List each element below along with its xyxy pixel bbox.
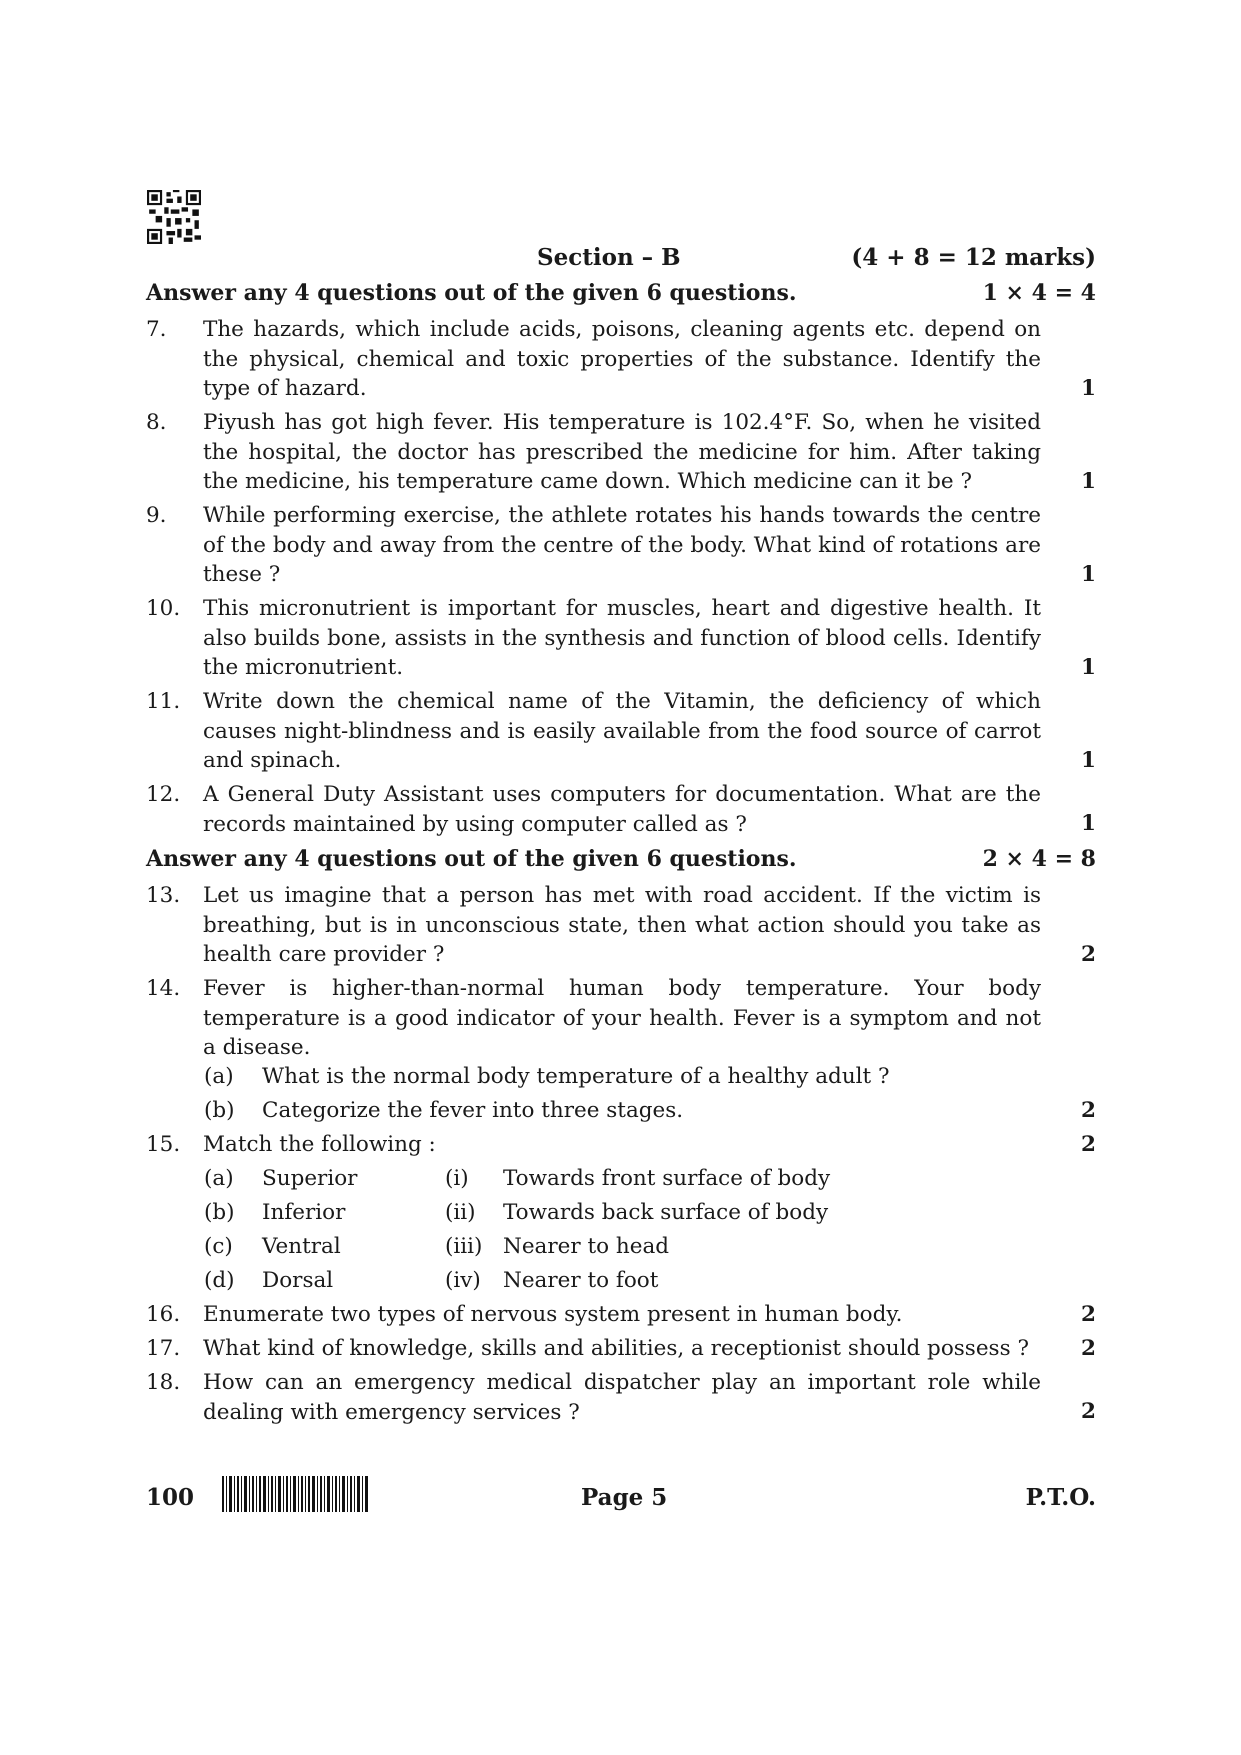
question-number: 14. bbox=[146, 976, 181, 1001]
part-text: What is the normal body temperature of a healthy adult ? bbox=[262, 1064, 890, 1089]
instruction-group-1 bbox=[146, 280, 1096, 306]
match-right-desc: Towards front surface of body bbox=[503, 1166, 831, 1191]
question-number: 12. bbox=[146, 782, 181, 807]
question-number: 11. bbox=[146, 689, 181, 714]
pto-label: P.T.O. bbox=[1025, 1484, 1096, 1511]
instruction-marks: 1 × 4 = 4 bbox=[982, 280, 1096, 306]
question-marks: 2 bbox=[1081, 942, 1096, 967]
question-marks: 1 bbox=[1081, 811, 1096, 836]
match-left-label: (c) bbox=[204, 1234, 233, 1259]
instruction-text: Answer any 4 questions out of the given 6 questions. bbox=[146, 846, 797, 872]
section-marks: (4 + 8 = 12 marks) bbox=[851, 244, 1096, 271]
question-number: 16. bbox=[146, 1302, 181, 1327]
question-text: While performing exercise, the athlete rotates his hands towards the centre of the body and away from the centre of the body. What kind of rotations are these ? bbox=[203, 503, 1041, 587]
question-marks: 2 bbox=[1081, 1132, 1096, 1157]
question-number: 17. bbox=[146, 1336, 181, 1361]
section-title: Section – B bbox=[537, 244, 681, 271]
question-number: 7. bbox=[146, 317, 167, 342]
instruction-marks: 2 × 4 = 8 bbox=[982, 846, 1096, 872]
page-number: Page 5 bbox=[581, 1484, 668, 1511]
part-label: (b) bbox=[204, 1098, 235, 1123]
question-text: Piyush has got high fever. His temperature is 102.4°F. So, when he visited the hospital, the doctor has prescribed the medicine for him. After taking the medicine, his temperature came down. Which medicine can it be ? bbox=[203, 410, 1041, 494]
match-right-label: (i) bbox=[445, 1166, 469, 1191]
match-left-term: Superior bbox=[262, 1166, 358, 1191]
question-text: Write down the chemical name of the Vitamin, the deficiency of which causes night-blindness and is easily available from the food source of carrot and spinach. bbox=[203, 689, 1041, 773]
match-left-label: (b) bbox=[204, 1200, 235, 1225]
part-label: (a) bbox=[204, 1064, 234, 1089]
match-right-label: (iv) bbox=[445, 1268, 481, 1293]
question-text: Fever is higher-than-normal human body temperature. Your body temperature is a good indicator of your health. Fever is a symptom and not a disease. bbox=[203, 976, 1041, 1060]
match-right-desc: Nearer to head bbox=[503, 1234, 670, 1259]
question-number: 15. bbox=[146, 1132, 181, 1157]
part-text: Categorize the fever into three stages. bbox=[262, 1098, 684, 1123]
question-number: 10. bbox=[146, 596, 181, 621]
question-marks: 1 bbox=[1081, 655, 1096, 680]
match-left-label: (d) bbox=[204, 1268, 235, 1293]
question-marks: 2 bbox=[1081, 1302, 1096, 1327]
question-text: What kind of knowledge, skills and abilities, a receptionist should possess ? bbox=[203, 1336, 1029, 1361]
barcode-icon bbox=[222, 1476, 368, 1512]
qr-code-icon bbox=[147, 190, 201, 244]
question-number: 13. bbox=[146, 883, 181, 908]
match-right-desc: Towards back surface of body bbox=[503, 1200, 829, 1225]
section-header bbox=[146, 244, 1096, 276]
question-text: The hazards, which include acids, poisons, cleaning agents etc. depend on the physical, chemical and toxic properties of the substance. Identify the type of hazard. bbox=[203, 317, 1041, 401]
question-marks: 1 bbox=[1081, 748, 1096, 773]
question-number: 8. bbox=[146, 410, 167, 435]
question-number: 18. bbox=[146, 1370, 181, 1395]
match-left-term: Ventral bbox=[262, 1234, 341, 1259]
question-marks: 2 bbox=[1081, 1336, 1096, 1361]
question-marks: 2 bbox=[1081, 1399, 1096, 1424]
page-footer bbox=[146, 1484, 1096, 1524]
match-left-term: Dorsal bbox=[262, 1268, 334, 1293]
instruction-group-2 bbox=[146, 846, 1096, 872]
match-left-term: Inferior bbox=[262, 1200, 346, 1225]
match-left-label: (a) bbox=[204, 1166, 234, 1191]
match-right-label: (ii) bbox=[445, 1200, 476, 1225]
match-right-label: (iii) bbox=[445, 1234, 483, 1259]
match-right-desc: Nearer to foot bbox=[503, 1268, 659, 1293]
question-text: A General Duty Assistant uses computers for documentation. What are the records maintained by using computer called as ? bbox=[203, 782, 1041, 837]
question-text: Match the following : bbox=[203, 1132, 436, 1157]
question-text: This micronutrient is important for muscles, heart and digestive health. It also builds bone, assists in the synthesis and function of blood cells. Identify the micronutrient. bbox=[203, 596, 1041, 680]
instruction-text: Answer any 4 questions out of the given 6 questions. bbox=[146, 280, 797, 306]
paper-code: 100 bbox=[146, 1484, 195, 1511]
question-text: How can an emergency medical dispatcher play an important role while dealing with emergency services ? bbox=[203, 1370, 1041, 1425]
question-marks: 1 bbox=[1081, 376, 1096, 401]
question-number: 9. bbox=[146, 503, 167, 528]
question-text: Let us imagine that a person has met with road accident. If the victim is breathing, but is in unconscious state, then what action should you take as health care provider ? bbox=[203, 883, 1041, 967]
part-marks: 2 bbox=[1081, 1098, 1096, 1123]
question-text: Enumerate two types of nervous system present in human body. bbox=[203, 1302, 903, 1327]
question-marks: 1 bbox=[1081, 562, 1096, 587]
question-marks: 1 bbox=[1081, 469, 1096, 494]
